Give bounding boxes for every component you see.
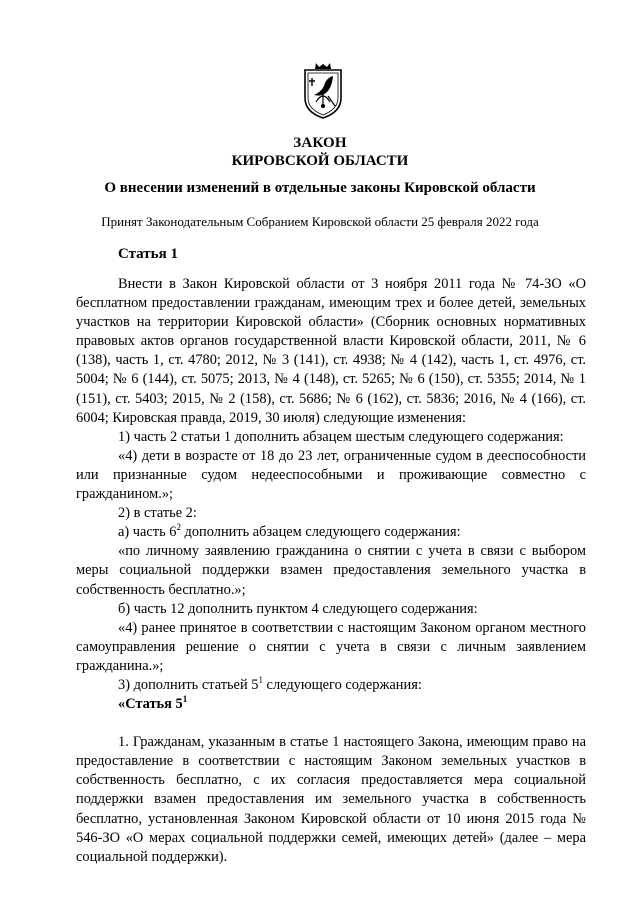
adoption-note: Принят Законодательным Собранием Кировской области 25 февраля 2022 года bbox=[101, 214, 539, 229]
paragraph: 1. Гражданам, указанным в статье 1 настоящего Закона, имеющим право на предоставление в соответствии с настоящим Законом земельных участков в собственность бесплатно, с их согласия предоставляется мера социальной поддержки взамен предоставления им земельного участка в собственность бесплатно, установленная Законом Кировской области от 10 июня 2015 года № 546-ЗО «О мерах социальной поддержки семей, имеющих детей» (далее – мера социальной поддержки). bbox=[76, 734, 586, 865]
law-subtitle: О внесении изменений в отдельные законы Кировской области bbox=[104, 180, 536, 196]
paragraph: «4) дети в возрасте от 18 до 23 лет, ограниченные судом в дееспособности или признанные судом недееспособными и проживающие совместно с гражданином.»; bbox=[76, 447, 586, 503]
paragraph: б) часть 12 дополнить пунктом 4 следующего содержания: bbox=[118, 600, 478, 617]
paragraph: 1) часть 2 статьи 1 дополнить абзацем шестым следующего содержания: bbox=[118, 428, 564, 445]
paragraph: «по личному заявлению гражданина о снятии с учета в связи с выбором меры социальной поддержки взамен предоставления земельного участка в собственность бесплатно.»; bbox=[76, 543, 586, 598]
paragraph: 2) в статье 2: bbox=[118, 505, 197, 522]
article-1-body bbox=[76, 275, 586, 867]
paragraph: Внести в Закон Кировской области от 3 ноября 2011 года № 74-ЗО «О бесплатном предоставлении гражданам, имеющим трех и более детей, земельных участков на территории Кировской области» (Сборник основных нормативных правовых актов органов государственной власти Кировской области, 2011, № 6 (138), часть 1, ст. 4780; 2012, № 3 (141), ст. 4938; № 4 (142), часть 1, ст. 4976, ст. 5004; № 6 (144), ст. 5075; 2013, № 4 (148), ст. 5265; № 6 (150), ст. 5355; 2014, № 1 (151), ст. 5403; 2015, № 2 (158), ст. 5686; № 6 (162), ст. 5836; 2016, № 4 (166), ст. 6004; Кировская правда, 2019, 30 июля) следующие изменения: bbox=[76, 276, 586, 426]
article-1-heading: Статья 1 bbox=[118, 246, 178, 262]
coat-of-arms-emblem bbox=[302, 62, 344, 120]
law-title: ЗАКОН bbox=[293, 135, 347, 151]
paragraph: «4) ранее принятое в соответствии с настоящим Законом органом местного самоуправления решение о снятии с учета в связи с личным заявлением гражданина.»; bbox=[76, 619, 586, 674]
paragraph: а) часть $6^2$ дополнить абзацем следующего содержания: bbox=[118, 522, 461, 541]
paragraph: 3) дополнить статьей $5^1$ следующего содержания: bbox=[118, 674, 422, 693]
law-region: КИРОВСКОЙ ОБЛАСТИ bbox=[231, 153, 409, 169]
article-5-1-heading: «Статья $5^1$ bbox=[118, 694, 188, 713]
